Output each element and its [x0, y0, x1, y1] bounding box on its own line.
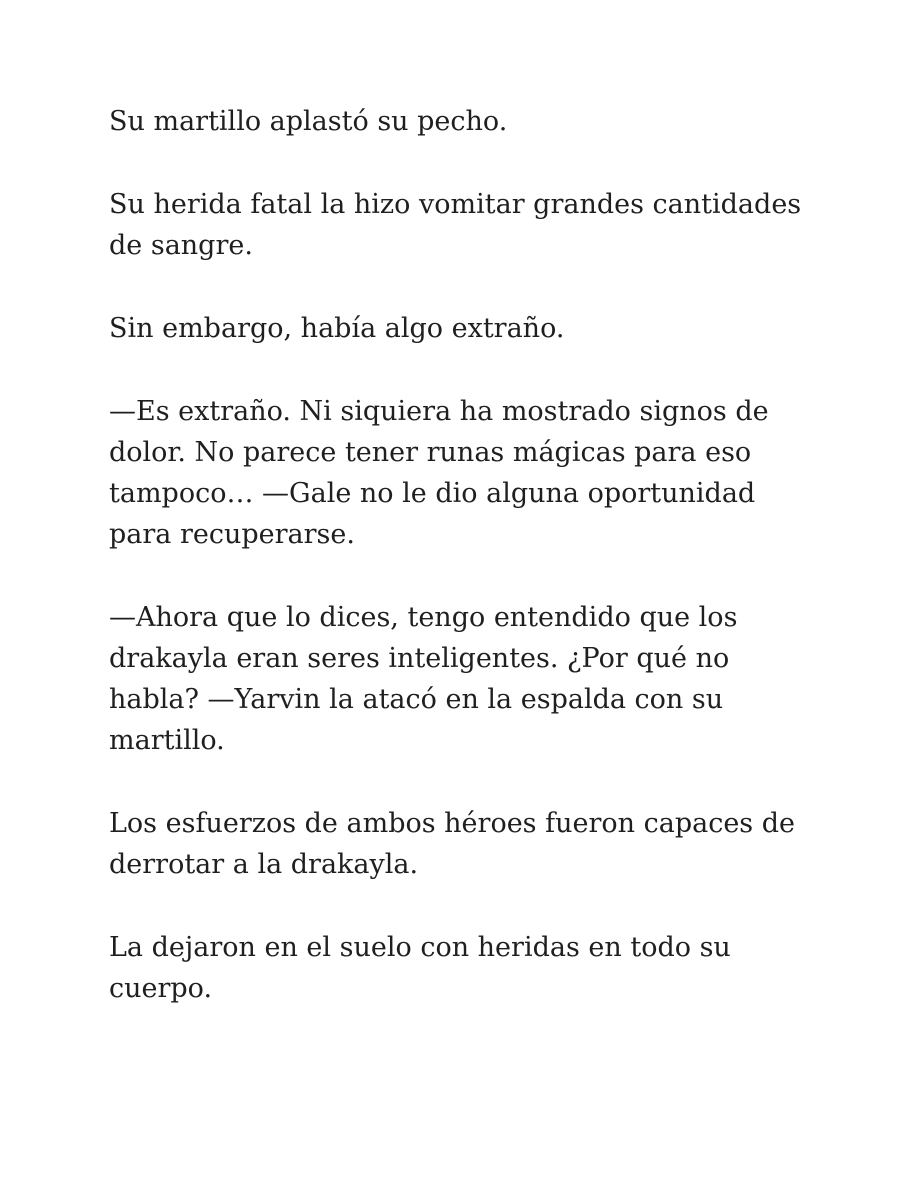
- paragraph-2: Su herida fatal la hizo vomitar grandes cantidades de sangre.: [109, 189, 802, 261]
- paragraph-4: —Es extraño. Ni siquiera ha mostrado signos de dolor. No parece tener runas mágicas para eso tampoco… —Gale no le dio alguna oportunidad para recuperarse.: [109, 396, 769, 550]
- paragraph-5: —Ahora que lo dices, tengo entendido que los drakayla eran seres inteligentes. ¿Por qué no habla? —Yarvin la atacó en la espalda con su martillo.: [109, 602, 738, 756]
- page-text: [109, 101, 809, 1051]
- paragraph-6: Los esfuerzos de ambos héroes fueron capaces de derrotar a la drakayla.: [109, 808, 796, 880]
- paragraph-7: La dejaron en el suelo con heridas en todo su cuerpo.: [109, 932, 731, 1004]
- paragraph-3: Sin embargo, había algo extraño.: [109, 313, 565, 344]
- paragraph-1: Su martillo aplastó su pecho.: [109, 106, 508, 137]
